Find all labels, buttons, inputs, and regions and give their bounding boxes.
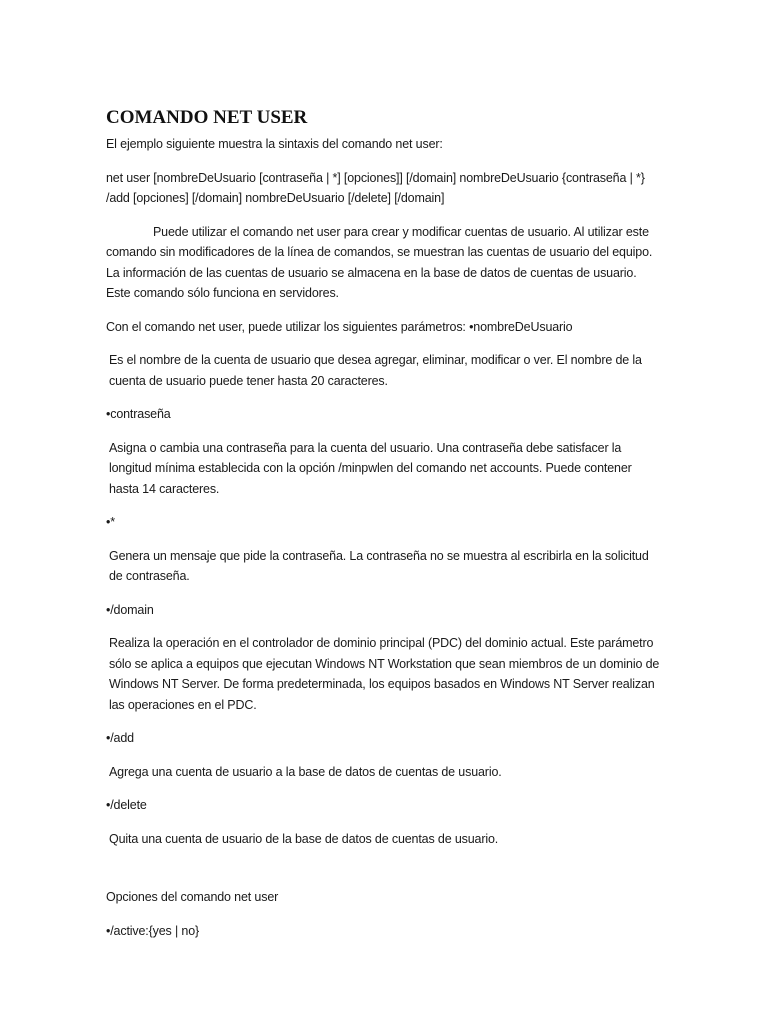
paragraph-domain-desc: Realiza la operación en el controlador de dominio principal (PDC) del dominio actual. Este parámetro sólo se aplica a equipos que ejecutan Windows NT Workstation que sean miembros de un dominio de Windows NT Server. De forma predeterminada, los equipos basados en Windows NT Server realizan las operaciones en el PDC. — [109, 636, 660, 712]
paragraph-password-desc: Asigna o cambia una contraseña para la cuenta del usuario. Una contraseña debe satisfacer la longitud mínima establecida con la opción /minpwlen del comando net accounts. Puede contener hasta 14 caracteres. — [109, 440, 632, 496]
section-heading-options: Opciones del comando net user — [106, 890, 279, 904]
paragraph-asterisk-desc: Genera un mensaje que pide la contraseña. La contraseña no se muestra al escribirla en la solicitud de contraseña. — [109, 548, 649, 583]
bullet-active: •/active:{yes | no} — [106, 923, 200, 938]
bullet-domain: •/domain — [106, 602, 154, 617]
paragraph-parameters-intro: Con el comando net user, puede utilizar los siguientes parámetros: •nombreDeUsuario — [106, 319, 573, 334]
bullet-password: •contraseña — [106, 407, 171, 421]
paragraph-syntax-intro: El ejemplo siguiente muestra la sintaxis del comando net user: — [106, 137, 443, 151]
paragraph-syntax: net user [nombreDeUsuario [contraseña | *] [opciones]] [/domain] nombreDeUsuario {contraseña | *} /add [opciones] [/domain] nombreDeUsuario [/delete] [/domain] — [106, 170, 645, 205]
paragraph-add-desc: Agrega una cuenta de usuario a la base de datos de cuentas de usuario. — [109, 764, 502, 779]
document-title: COMANDO NET USER — [106, 107, 308, 128]
bullet-asterisk: •* — [106, 515, 115, 529]
bullet-delete: •/delete — [106, 798, 147, 812]
bullet-add: •/add — [106, 731, 134, 745]
paragraph-username-desc: Es el nombre de la cuenta de usuario que desea agregar, eliminar, modificar o ver. El nombre de la cuenta de usuario puede tener hasta 20 caracteres. — [109, 353, 642, 388]
document-body — [106, 106, 662, 954]
paragraph-description: Puede utilizar el comando net user para crear y modificar cuentas de usuario. Al utilizar este comando sin modificadores de la línea de comandos, se muestran las cuentas de usuario del equipo. La información de las cuentas de usuario se almacena en la base de datos de cuentas de usuario. Este comando sólo funciona en servidores. — [106, 224, 653, 300]
paragraph-delete-desc: Quita una cuenta de usuario de la base de datos de cuentas de usuario. — [109, 831, 499, 846]
